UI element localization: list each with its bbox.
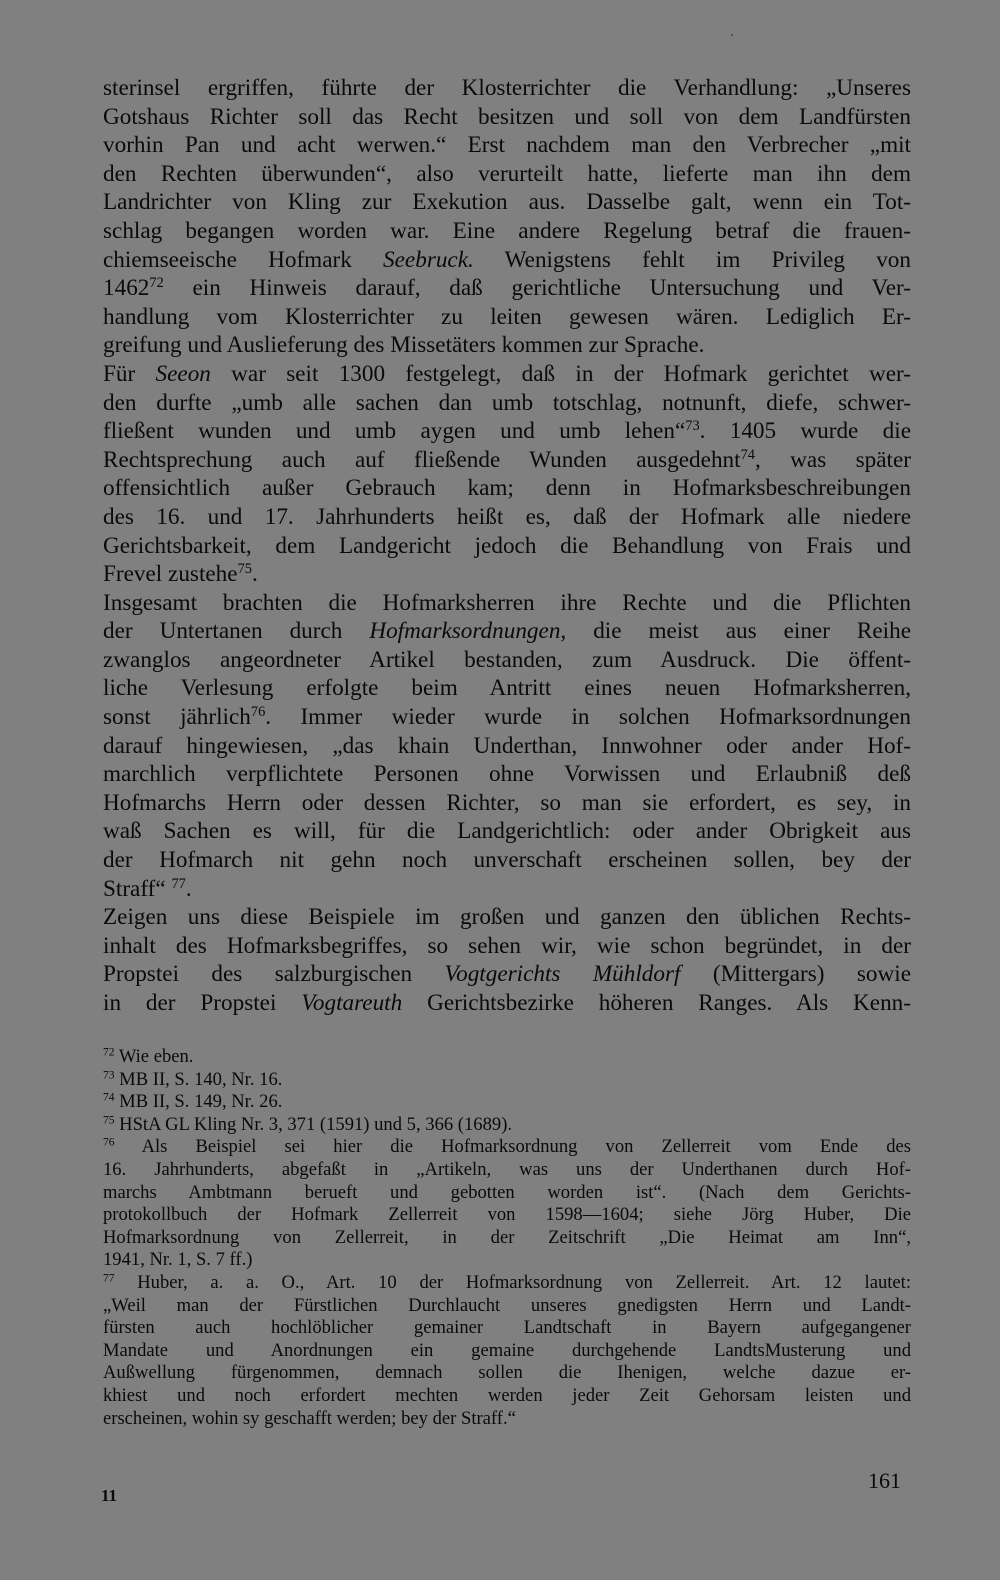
- italic-text: Vogtareuth: [301, 990, 403, 1016]
- body-line: [103, 703, 911, 732]
- footnote-line: [103, 1295, 911, 1318]
- body-line: [103, 360, 911, 389]
- note-reference: 73: [685, 418, 700, 435]
- footnote-line: [103, 1046, 911, 1069]
- text-run: der Untertanen durch: [103, 618, 370, 645]
- body-line: [103, 932, 911, 961]
- text-run: sonst jährlich: [103, 704, 251, 731]
- note-reference: 74: [103, 1091, 115, 1104]
- body-line: [103, 274, 911, 303]
- text-run: Hofmarksordnung von Zellerreit, in der Zeitschrift „Die Heimat am Inn“,: [103, 1226, 911, 1248]
- body-line: [103, 74, 911, 103]
- text-run: offensichtlich außer Gebrauch kam; denn in Hofmarksbeschreibungen: [103, 475, 911, 502]
- text-run: khiest und noch erfordert mechten werden jeder Zeit Gehorsam leisten und: [103, 1384, 911, 1406]
- italic-text: Vogtgerichts Mühldorf: [444, 961, 681, 988]
- italic-text: Seebruck.: [383, 246, 474, 273]
- text-run: darauf hingewiesen, „das khain Underthan, Innwohner oder ander Hof-: [103, 732, 911, 759]
- text-run: 16. Jahrhunderts, abgefaßt in „Artikeln, was uns der Underthanen durch Hof-: [103, 1158, 911, 1180]
- footnote-line: [103, 1317, 911, 1340]
- body-line: [103, 674, 911, 703]
- body-line: [103, 817, 911, 846]
- body-line: [103, 560, 911, 589]
- footnote-line: [103, 1340, 911, 1363]
- body-line: [103, 960, 911, 989]
- footnote-line: [103, 1249, 911, 1272]
- text-run: die meist aus einer Reihe: [566, 618, 911, 645]
- body-line: [103, 617, 911, 646]
- note-reference: 77: [103, 1272, 115, 1285]
- text-run: marchlich verpflichtete Personen ohne Vorwissen und Erlaubniß deß: [103, 761, 911, 788]
- text-run: sterinsel ergriffen, führte der Klosterrichter die Verhandlung: „Unseres: [103, 75, 911, 101]
- text-run: Rechtsprechung auch auf fließende Wunden ausgedehnt: [103, 446, 741, 473]
- footnote-line: [103, 1069, 911, 1092]
- text-run: in der Propstei: [103, 990, 302, 1016]
- body-text: [103, 74, 911, 1018]
- note-reference: 76: [250, 704, 266, 721]
- note-reference: 73: [103, 1069, 115, 1082]
- text-run: inhalt des Hofmarksbegriffes, so sehen wir, wie schon begründet, in der: [103, 932, 911, 959]
- text-run: war seit 1300 festgelegt, daß in der Hofmark gerichtet wer-: [210, 360, 912, 387]
- note-reference: 72: [103, 1046, 115, 1059]
- text-run: der Hofmarch nit gehn noch unverschaft erscheinen sollen, bey der: [103, 847, 911, 874]
- note-reference: 75: [103, 1114, 115, 1127]
- body-line: [103, 446, 911, 475]
- text-run: Frevel zustehe: [103, 561, 238, 588]
- text-run: (Mittergars) sowie: [680, 961, 911, 988]
- text-run: handlung vom Klosterrichter zu leiten gewesen wären. Lediglich Er-: [103, 303, 911, 330]
- text-run: MB II, S. 140, Nr. 16.: [114, 1068, 283, 1090]
- text-run: Mandate und Anordnungen ein gemaine durchgehende LandtsMusterung und: [103, 1339, 911, 1361]
- text-run: den Rechten überwunden“, also verurteilt hatte, lieferte man ihn dem: [103, 160, 911, 187]
- text-run: Insgesamt brachten die Hofmarksherren ihre Rechte und die Pflichten: [103, 589, 911, 616]
- text-run: schlag begangen worden war. Eine andere Regelung betraf die frauen-: [103, 217, 911, 244]
- text-run: Hofmarchs Herrn oder dessen Richter, so man sie erfordert, es sey, in: [103, 789, 911, 816]
- text-run: erscheinen, wohin sy geschafft werden; bey der Straff.“: [103, 1407, 516, 1429]
- text-run: Wenigstens fehlt im Privileg von: [473, 246, 911, 273]
- body-line: [103, 417, 911, 446]
- text-run: 1941, Nr. 1, S. 7 ff.): [103, 1249, 253, 1271]
- text-run: Außwellung fürgenommen, demnach sollen die Ihenigen, welche dazue er-: [103, 1362, 911, 1384]
- body-line: [103, 217, 911, 246]
- note-reference: 75: [237, 561, 252, 578]
- text-run: fließent wunden und umb aygen und umb lehen“: [103, 418, 686, 445]
- text-run: , was später: [754, 446, 911, 473]
- footnote-line: [103, 1159, 911, 1182]
- footnote-line: [103, 1272, 911, 1295]
- text-run: Huber, a. a. O., Art. 10 der Hofmarksordnung von Zellerreit. Art. 12 lautet:: [114, 1271, 911, 1293]
- footnote-line: [103, 1362, 911, 1385]
- text-run: Gerichtsbezirke höheren Ranges. Als Kenn-: [402, 990, 911, 1016]
- text-run: chiemseeische Hofmark: [103, 246, 384, 273]
- body-line: [103, 989, 911, 1018]
- text-run: Propstei des salzburgischen: [103, 961, 445, 988]
- text-run: HStA GL Kling Nr. 3, 371 (1591) und 5, 366 (1689).: [114, 1113, 513, 1135]
- body-line: [103, 846, 911, 875]
- body-line: [103, 246, 911, 275]
- body-line: [103, 875, 911, 904]
- body-line: [103, 474, 911, 503]
- body-line: [103, 903, 911, 932]
- text-run: MB II, S. 149, Nr. 26.: [114, 1091, 283, 1113]
- footnote-line: [103, 1182, 911, 1205]
- text-run: zwanglos angeordneter Artikel bestanden, zum Ausdruck. Die öffent-: [103, 646, 911, 673]
- text-run: fürsten auch hochlöblicher gemainer Landtschaft in Bayern aufgegangener: [103, 1317, 911, 1339]
- footnote-line: [103, 1114, 911, 1137]
- text-run: liche Verlesung erfolgte beim Antritt eines neuen Hofmarksherren,: [103, 675, 911, 702]
- note-reference: 72: [149, 275, 164, 292]
- text-run: Zeigen uns diese Beispiele im großen und ganzen den üblichen Rechts-: [103, 904, 911, 931]
- footnote-line: [103, 1227, 911, 1250]
- footnote-line: [103, 1408, 911, 1431]
- body-line: [103, 331, 911, 360]
- body-line: [103, 160, 911, 189]
- body-line: [103, 503, 911, 532]
- body-line: [103, 131, 911, 160]
- print-speck: [731, 34, 733, 36]
- text-run: Straff“: [103, 875, 172, 902]
- body-line: [103, 188, 911, 217]
- text-run: . Immer wieder wurde in solchen Hofmarksordnungen: [265, 704, 911, 731]
- footnote-line: [103, 1091, 911, 1114]
- italic-text: Seeon: [155, 360, 211, 387]
- text-run: marchs Ambtmann berueft und gebotten worden ist“. (Nach dem Gerichts-: [103, 1181, 911, 1203]
- text-run: Wie eben.: [114, 1046, 194, 1067]
- body-line: [103, 303, 911, 332]
- text-run: Gerichtsbarkeit, dem Landgericht jedoch die Behandlung von Frais und: [103, 532, 911, 559]
- body-line: [103, 532, 911, 561]
- body-line: [103, 732, 911, 761]
- text-run: Als Beispiel sei hier die Hofmarksordnung von Zellerreit vom Ende des: [114, 1136, 911, 1158]
- text-run: . 1405 wurde die: [699, 418, 911, 445]
- text-run: des 16. und 17. Jahrhunderts heißt es, daß der Hofmark alle niedere: [103, 503, 911, 530]
- footnote-line: [103, 1204, 911, 1227]
- note-reference: 76: [103, 1137, 115, 1150]
- italic-text: Hofmarksordnungen,: [369, 618, 567, 645]
- text-run: „Weil man der Fürstlichen Durchlaucht unseres gnedigsten Herrn und Landt-: [103, 1294, 911, 1316]
- signature-mark: 11: [101, 1486, 118, 1505]
- footnotes: [103, 1046, 911, 1430]
- text-run: ein Hinweis darauf, daß gerichtliche Untersuchung und Ver-: [163, 275, 911, 302]
- text-run: vorhin Pan und acht werwen.“ Erst nachdem man den Verbrecher „mit: [103, 132, 911, 159]
- note-reference: 77: [171, 875, 186, 892]
- text-run: Gotshaus Richter soll das Recht besitzen und soll von dem Landfürsten: [103, 103, 911, 130]
- body-line: [103, 389, 911, 418]
- note-reference: 74: [740, 446, 755, 463]
- text-run: .: [185, 875, 192, 902]
- text-run: den durfte „umb alle sachen dan umb totschlag, notnunft, diefe, schwer-: [103, 389, 911, 416]
- text-run: waß Sachen es will, für die Landgerichtlich: oder ander Obrigkeit aus: [103, 818, 911, 845]
- text-run: Für: [103, 360, 156, 387]
- text-run: 1462: [103, 275, 150, 302]
- text-run: greifung und Auslieferung des Missetäters kommen zur Sprache.: [103, 332, 705, 359]
- body-line: [103, 103, 911, 132]
- body-line: [103, 646, 911, 675]
- footnote-line: [103, 1136, 911, 1159]
- body-line: [103, 760, 911, 789]
- body-line: [103, 789, 911, 818]
- footnote-line: [103, 1385, 911, 1408]
- body-line: [103, 589, 911, 618]
- text-run: .: [251, 561, 258, 588]
- text-run: protokollbuch der Hofmark Zellerreit von 1598—1604; siehe Jörg Huber, Die: [103, 1204, 911, 1226]
- text-run: Landrichter von Kling zur Exekution aus. Dasselbe galt, wenn ein Tot-: [103, 189, 911, 216]
- page-number: 161: [868, 1468, 901, 1493]
